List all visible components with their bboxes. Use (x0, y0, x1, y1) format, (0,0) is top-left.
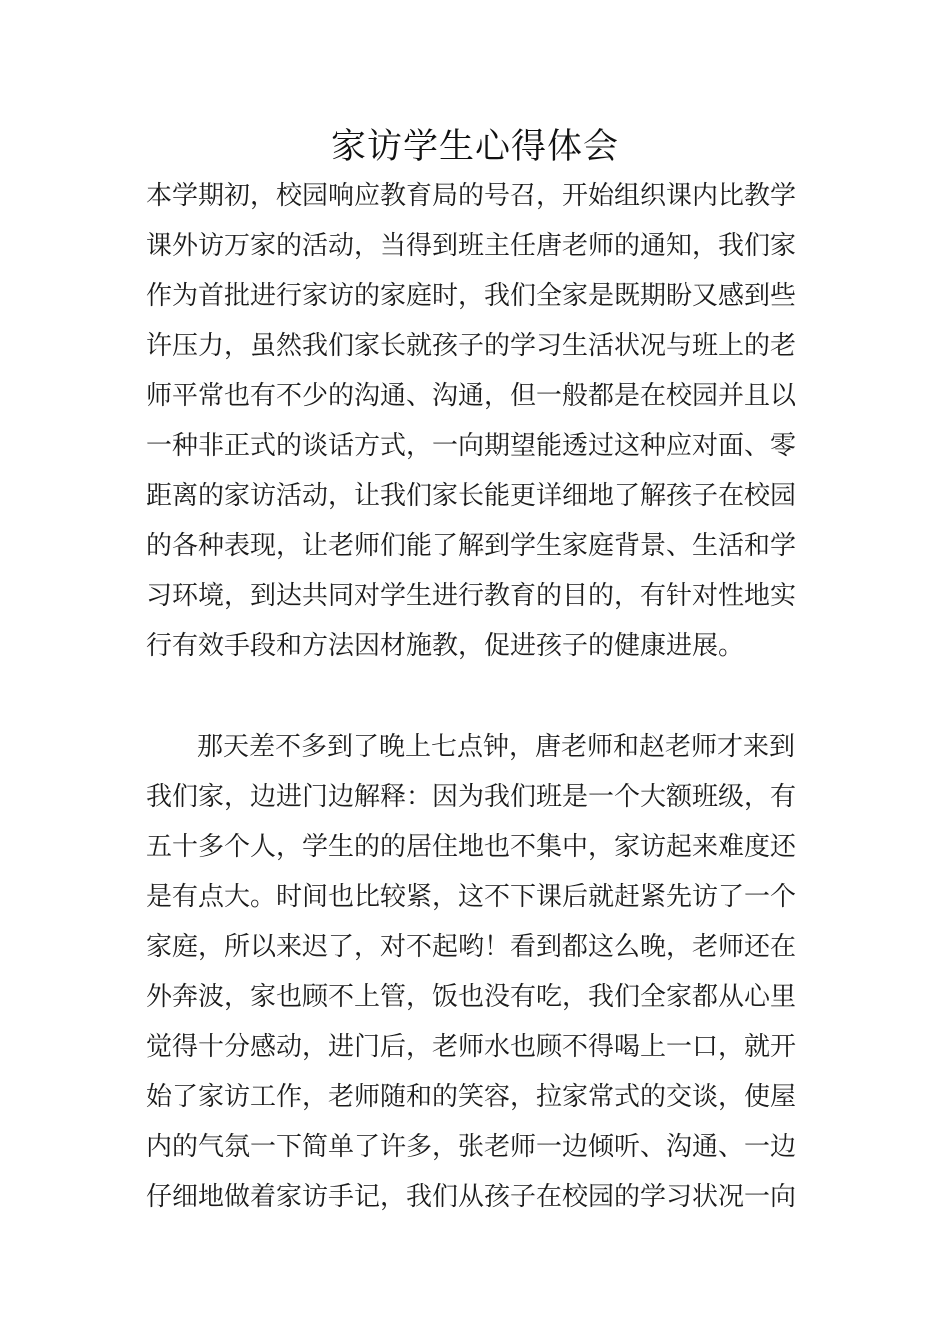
paragraph-1-line: 行有效手段和方法因材施教，促进孩子的健康进展。 (146, 631, 745, 661)
paragraph-2-line: 外奔波，家也顾不上管，饭也没有吃，我们全家都从心里 (146, 982, 797, 1012)
paragraph-1-line: 师平常也有不少的沟通、沟通，但一般都是在校园并且以 (146, 381, 797, 411)
paragraph-1-line: 的各种表现，让老师们能了解到学生家庭背景、生活和学 (146, 531, 797, 561)
paragraph-1-line: 课外访万家的活动，当得到班主任唐老师的通知，我们家 (146, 231, 797, 261)
document-title: 家访学生心得体会 (330, 127, 619, 167)
paragraph-2-line: 始了家访工作，老师随和的笑容，拉家常式的交谈，使屋 (146, 1082, 797, 1112)
paragraph-1-line: 习环境，到达共同对学生进行教育的目的，有针对性地实 (146, 581, 797, 611)
paragraph-2-line: 觉得十分感动，进门后，老师水也顾不得喝上一口，就开 (146, 1032, 797, 1062)
paragraph-1-line: 距离的家访活动，让我们家长能更详细地了解孩子在校园 (146, 481, 797, 511)
paragraph-1-line: 本学期初，校园响应教育局的号召，开始组织课内比教学 (146, 181, 797, 211)
paragraph-2-line: 我们家，边进门边解释：因为我们班是一个大额班级，有 (146, 782, 797, 812)
paragraph-1-line: 作为首批进行家访的家庭时，我们全家是既期盼又感到些 (146, 281, 797, 311)
paragraph-2-line: 五十多个人，学生的的居住地也不集中，家访起来难度还 (146, 832, 797, 862)
paragraph-1-line: 一种非正式的谈话方式，一向期望能透过这种应对面、零 (146, 431, 797, 461)
paragraph-2-line: 是有点大。时间也比较紧，这不下课后就赶紧先访了一个 (146, 882, 797, 912)
paragraph-1-line: 许压力，虽然我们家长就孩子的学习生活状况与班上的老 (146, 331, 797, 361)
paragraph-2-line: 那天差不多到了晚上七点钟，唐老师和赵老师才来到 (197, 732, 796, 762)
paragraph-2-line: 内的气氛一下简单了许多，张老师一边倾听、沟通、一边 (146, 1132, 797, 1162)
paragraph-2-line: 家庭，所以来迟了，对不起哟！看到都这么晚，老师还在 (146, 932, 797, 962)
paragraph-2-line: 仔细地做着家访手记，我们从孩子在校园的学习状况一向 (146, 1182, 797, 1212)
